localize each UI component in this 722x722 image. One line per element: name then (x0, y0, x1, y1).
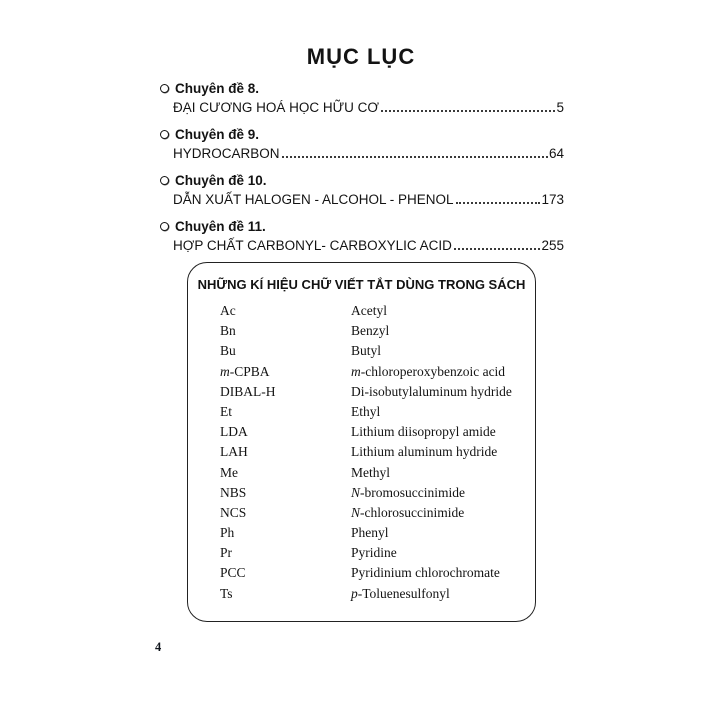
toc-entry-title: HYDROCARBON (173, 146, 280, 161)
circle-bullet-icon (160, 222, 169, 231)
toc-entry (160, 146, 564, 169)
toc-item (160, 77, 564, 123)
toc-entry-title: HỢP CHẤT CARBONYL- CARBOXYLIC ACID (173, 238, 452, 253)
abbreviation-symbol: Ac (220, 303, 236, 318)
abbreviation-meaning: Phenyl (351, 525, 389, 541)
abbreviation-symbol: PCC (220, 565, 246, 581)
abbreviation-symbol: DIBAL-H (220, 383, 276, 399)
abbreviation-row (220, 465, 521, 485)
toc-chapter-heading (160, 123, 564, 146)
toc-item (160, 123, 564, 169)
abbreviation-row (220, 545, 521, 565)
toc-page-number: 64 (548, 146, 564, 161)
abbreviation-row (220, 404, 521, 424)
abbreviation-row (220, 384, 521, 404)
dot-leader (282, 156, 548, 158)
toc-chapter-heading (160, 77, 564, 100)
abbreviation-symbol: Et (220, 403, 232, 419)
page-number: 4 (155, 640, 162, 654)
abbreviation-meaning: N-chlorosuccinimide (351, 504, 465, 520)
abbreviations-list (220, 303, 521, 606)
abbreviation-row (220, 505, 521, 525)
toc-chapter-heading (160, 169, 564, 192)
toc-page-number: 5 (556, 100, 564, 115)
abbreviation-meaning: Lithium aluminum hydride (351, 444, 498, 460)
toc-item (160, 215, 564, 261)
toc-chapter-label: Chuyên đề 10. (175, 173, 267, 188)
toc-item (160, 169, 564, 215)
abbreviation-row (220, 303, 521, 323)
dot-leader (456, 202, 541, 204)
toc-chapter-label: Chuyên đề 11. (175, 219, 266, 234)
abbreviation-meaning: p-Toluenesulfonyl (351, 585, 450, 601)
toc-entry (160, 192, 564, 215)
abbreviation-meaning: Pyridinium chlorochromate (351, 565, 500, 581)
toc-entry (160, 100, 564, 123)
table-of-contents (160, 77, 564, 261)
abbreviation-meaning: Pyridine (351, 545, 397, 561)
toc-page-number: 173 (541, 192, 564, 207)
toc-page-number: 255 (541, 238, 564, 253)
abbreviation-symbol: Me (220, 464, 238, 480)
abbreviation-row (220, 485, 521, 505)
abbreviation-symbol: Bu (220, 343, 236, 359)
abbreviation-symbol: LAH (220, 444, 248, 460)
circle-bullet-icon (160, 84, 169, 93)
page-title: MỤC LỤC (306, 44, 416, 69)
abbreviation-meaning: Butyl (351, 343, 382, 359)
abbreviation-symbol: Ph (220, 525, 235, 541)
abbreviation-meaning: Benzyl (351, 323, 390, 339)
toc-entry (160, 238, 564, 261)
abbreviation-row (220, 586, 521, 606)
abbreviation-row (220, 343, 521, 363)
abbreviation-meaning: N-bromosuccinimide (351, 484, 465, 500)
abbreviation-meaning: Lithium diisopropyl amide (351, 424, 496, 440)
toc-entry-title: ĐẠI CƯƠNG HOÁ HỌC HỮU CƠ (173, 100, 379, 115)
dot-leader (381, 110, 556, 112)
abbreviation-meaning: Ethyl (351, 403, 381, 419)
abbreviations-heading: NHỮNG KÍ HIỆU CHỮ VIẾT TẮT DÙNG TRONG SÁCH (197, 277, 526, 292)
abbreviation-row (220, 424, 521, 444)
abbreviation-meaning: Di-isobutylaluminum hydride (351, 383, 512, 399)
toc-chapter-heading (160, 215, 564, 238)
abbreviation-meaning: m-chloroperoxybenzoic acid (351, 363, 506, 379)
abbreviation-row (220, 323, 521, 343)
abbreviation-symbol: NBS (220, 484, 247, 500)
toc-chapter-label: Chuyên đề 8. (175, 81, 260, 96)
abbreviation-row (220, 525, 521, 545)
abbreviation-row (220, 444, 521, 464)
dot-leader (454, 248, 541, 250)
abbreviation-symbol: LDA (220, 424, 248, 440)
abbreviation-row (220, 565, 521, 585)
abbreviation-symbol: NCS (220, 504, 247, 520)
abbreviation-meaning: Methyl (351, 464, 390, 480)
abbreviations-box (187, 262, 536, 622)
circle-bullet-icon (160, 130, 169, 139)
abbreviation-meaning: Acetyl (351, 303, 387, 318)
circle-bullet-icon (160, 176, 169, 185)
abbreviation-symbol: Ts (220, 585, 233, 601)
abbreviation-symbol: m-CPBA (220, 363, 270, 379)
abbreviation-row (220, 364, 521, 384)
toc-entry-title: DẪN XUẤT HALOGEN - ALCOHOL - PHENOL (173, 192, 454, 207)
abbreviation-symbol: Bn (220, 323, 236, 339)
toc-chapter-label: Chuyên đề 9. (175, 127, 260, 142)
abbreviation-symbol: Pr (220, 545, 233, 561)
